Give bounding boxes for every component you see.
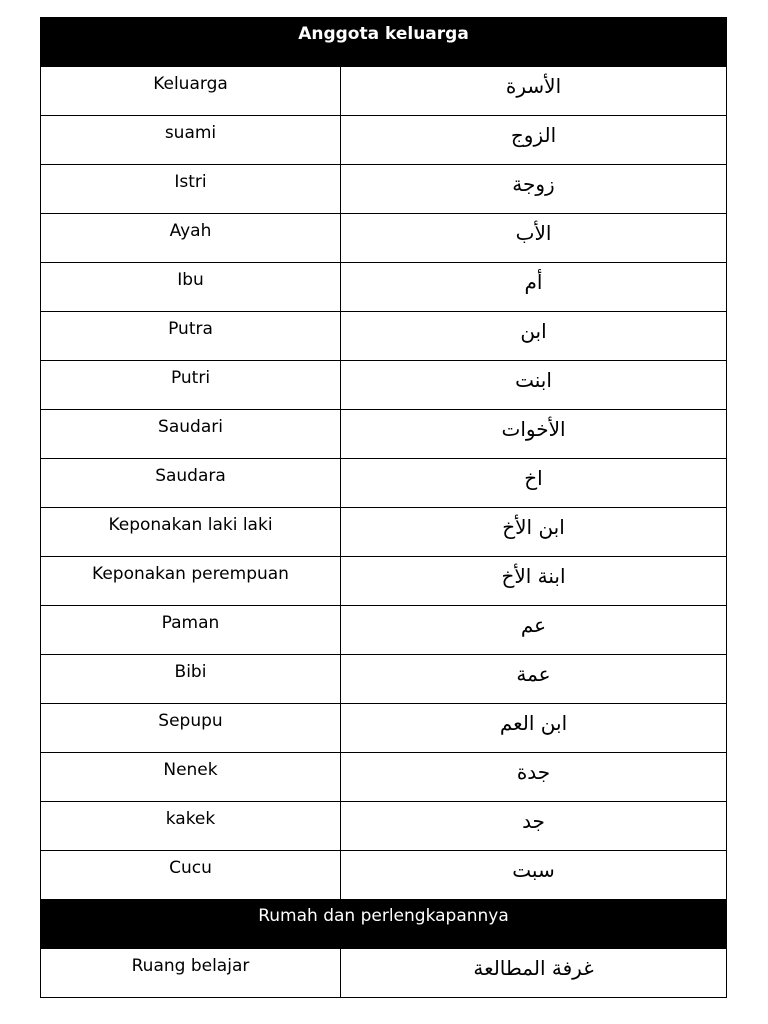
indonesian-word: Sepupu: [158, 711, 223, 731]
indonesian-cell: [41, 312, 341, 361]
arabic-cell: [341, 508, 727, 557]
vocabulary-table-body: [41, 18, 727, 998]
arabic-cell: [341, 67, 727, 116]
table-row: [41, 116, 727, 165]
arabic-word: ابن العم: [499, 711, 568, 735]
arabic-cell: [341, 802, 727, 851]
indonesian-cell: [41, 165, 341, 214]
table-row: [41, 459, 727, 508]
indonesian-word: Putri: [170, 368, 211, 388]
table-row: [41, 67, 727, 116]
indonesian-cell: [41, 557, 341, 606]
indonesian-word: Paman: [161, 613, 220, 633]
arabic-word: أم: [524, 270, 543, 294]
table-row: [41, 802, 727, 851]
arabic-word: عم: [520, 613, 547, 637]
table-row: [41, 410, 727, 459]
arabic-cell: [341, 704, 727, 753]
table-row: [41, 557, 727, 606]
indonesian-word: suami: [164, 123, 217, 143]
table-row: [41, 508, 727, 557]
indonesian-word: Saudara: [155, 466, 226, 486]
arabic-cell: [341, 753, 727, 802]
table-row: [41, 263, 727, 312]
indonesian-cell: [41, 67, 341, 116]
indonesian-cell: [41, 459, 341, 508]
indonesian-cell: [41, 606, 341, 655]
indonesian-cell: [41, 802, 341, 851]
arabic-word: سبت: [512, 858, 555, 882]
arabic-word: ابن الأخ: [502, 515, 565, 539]
indonesian-cell: [41, 949, 341, 998]
table-row: [41, 606, 727, 655]
arabic-word: ابنة الأخ: [501, 564, 566, 588]
arabic-word: الزوج: [510, 123, 557, 147]
arabic-cell: [341, 655, 727, 704]
arabic-word: الأخوات: [501, 417, 566, 441]
indonesian-cell: [41, 508, 341, 557]
indonesian-word: Ayah: [169, 221, 212, 241]
indonesian-cell: [41, 753, 341, 802]
arabic-cell: [341, 851, 727, 900]
indonesian-word: kakek: [165, 809, 216, 829]
indonesian-word: Bibi: [174, 662, 207, 682]
arabic-cell: [341, 214, 727, 263]
arabic-cell: [341, 557, 727, 606]
indonesian-cell: [41, 851, 341, 900]
arabic-word: ابنت: [515, 368, 552, 392]
arabic-word: عمة: [516, 662, 551, 686]
indonesian-word: Ruang belajar: [131, 956, 250, 976]
indonesian-word: Putra: [168, 319, 213, 339]
section-header-family: [41, 18, 727, 67]
arabic-cell: [341, 949, 727, 998]
table-row: [41, 949, 727, 998]
indonesian-word: Istri: [174, 172, 207, 192]
indonesian-word: Ibu: [177, 270, 204, 290]
arabic-cell: [341, 361, 727, 410]
arabic-cell: [341, 263, 727, 312]
arabic-word: الأب: [515, 221, 552, 245]
indonesian-cell: [41, 214, 341, 263]
indonesian-word: Cucu: [169, 858, 212, 878]
arabic-word: غرفة المطالعة: [473, 956, 594, 980]
indonesian-word: Saudari: [158, 417, 223, 437]
section-title-house: Rumah dan perlengkapannya: [41, 900, 727, 949]
indonesian-cell: [41, 263, 341, 312]
arabic-cell: [341, 410, 727, 459]
indonesian-cell: [41, 116, 341, 165]
arabic-word: الأسرة: [505, 74, 562, 98]
table-row: [41, 851, 727, 900]
indonesian-word: Nenek: [163, 760, 218, 780]
arabic-cell: [341, 312, 727, 361]
arabic-word: اخ: [524, 466, 543, 490]
indonesian-cell: [41, 655, 341, 704]
indonesian-word: Keponakan laki laki: [108, 515, 273, 535]
section-title-family: Anggota keluarga: [41, 18, 727, 67]
arabic-cell: [341, 606, 727, 655]
table-row: [41, 361, 727, 410]
table-row: [41, 165, 727, 214]
arabic-cell: [341, 459, 727, 508]
arabic-word: جد: [522, 809, 545, 833]
indonesian-cell: [41, 704, 341, 753]
table-row: [41, 753, 727, 802]
indonesian-cell: [41, 410, 341, 459]
indonesian-word: Keponakan perempuan: [92, 564, 289, 584]
vocabulary-table: [40, 17, 727, 998]
indonesian-cell: [41, 361, 341, 410]
arabic-cell: [341, 116, 727, 165]
table-row: [41, 704, 727, 753]
arabic-cell: [341, 165, 727, 214]
arabic-word: ابن: [520, 319, 547, 343]
arabic-word: جدة: [516, 760, 551, 784]
indonesian-word: Keluarga: [153, 74, 228, 94]
table-row: [41, 655, 727, 704]
section-header-house: [41, 900, 727, 949]
arabic-word: زوجة: [512, 172, 555, 196]
table-row: [41, 312, 727, 361]
table-row: [41, 214, 727, 263]
